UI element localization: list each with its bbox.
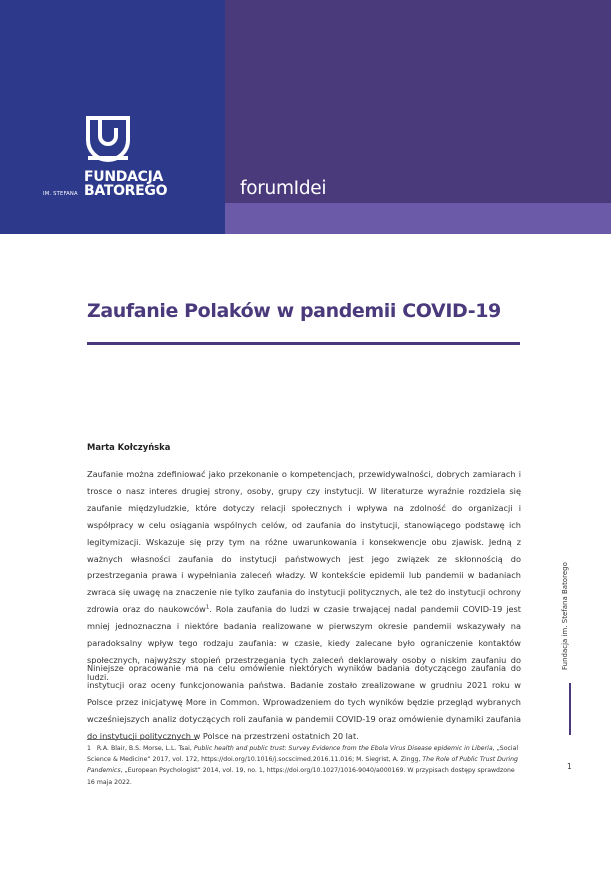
footnote-text-b: , „Social Science & Medicine” 2017, vol. 172, https://doi.org/10.1016/j.socscimed.2016.11.016; M. Siegrist, A. Zingg, [87, 745, 519, 764]
title-underline [87, 342, 520, 345]
header-banner [0, 0, 611, 234]
logo-text-line2: BATOREGO [84, 183, 168, 199]
footnote-title-b: The Role of Public Trust During Pandemics [87, 756, 518, 775]
body-paragraph-2: Niniejsze opracowanie ma na celu omówienie niektórych wyników badania dotyczącego zaufania do instytucji oraz oceny funkcjonowania państwa. Badanie zostało zrealizowane w grudniu 2021 roku w Polsce przez inicjatywę More in Common. Wprowadzeniem do tych wyników będzie przegląd wybranych wcześniejszych analiz dotyczących roli zaufania w pandemii COVID-19 oraz omówienie dynamiki zaufania do instytucji politycznych w Polsce na przestrzeni ostatnich 20 lat. [87, 663, 521, 741]
footnote-ref: 1 [205, 604, 210, 611]
paragraph-1-part-2: . Rola zaufania do ludzi w czasie trwającej nadal pandemii COVID-19 jest mniej jednoznaczna i niektóre badania realizowane w pierwszym okresie pandemii wskazywały na paradoksalny wpływ tego rodzaju zaufania: w czasie, kiedy zalecane było ograniczenie kontaktów społecznych, najwyższy stopień przestrzegania tych zaleceń deklarowały osoby o niskim zaufaniu do ludzi. [87, 604, 521, 682]
footnote-text-c: , „European Psychologist” 2014, vol. 19, no. 1, https://doi.org/10.1027/1016-9040/a000169. W przypisach dostępy sprawdzone 16 maja 2022. [87, 767, 515, 786]
footnote [87, 743, 521, 788]
footnote-text-a: R.A. Blair, B.S. Morse, L.L. Tsai, [96, 745, 192, 752]
footnote-divider [87, 739, 197, 740]
page-title: Zaufanie Polaków w pandemii COVID-19 [87, 300, 501, 322]
logo-prefix: IM. STEFANA [43, 191, 78, 197]
footnote-title-a: Public health and public trust: Survey Evidence from the Ebola Virus Disease epidemic in Liberia [193, 745, 493, 752]
page-number: 1 [567, 762, 572, 771]
sidebar-accent-rule [569, 683, 571, 735]
fundacja-logo-icon [84, 116, 132, 166]
footnote-number: 1 [87, 745, 91, 752]
body-paragraph-1 [87, 466, 521, 686]
header-accent-strip [225, 203, 611, 234]
paragraph-1-part-1: Zaufanie można zdefiniować jako przekonanie o kompetencjach, przewidywalności, dobrych zamiarach i trosce o nasz interes drugiej strony, osoby, grupy czy instytucji. W literaturze wyraźnie rozdziela się zaufanie międzyludzkie, które dotyczy relacji społecznych i wpływa na zdolność do organizacji i współpracy w celu osiągania wspólnych celów, od zaufania do instytucji, stanowiącego podstawę ich legitymizacji. Wskazuje się przy tym na różne uwarunkowania i konsekwencje obu zjawisk. Jedną z ważnych własności zaufania do instytucji państwowych jest jego związek ze skłonnością do przestrzegania prawa i wypełniania zaleceń władzy. W kontekście epidemii lub pandemii w badaniach zwraca się uwagę na znaczenie nie tylko zaufania do instytucji politycznych, ale też do instytucji ochrony zdrowia oraz do naukowców [87, 469, 521, 615]
author-name: Marta Kołczyńska [87, 442, 171, 452]
sidebar-publisher-label: Fundacja im. Stefana Batorego [561, 562, 569, 670]
series-name: forumIdei [240, 178, 327, 199]
logo-text-line1: FUNDACJA [84, 169, 164, 185]
